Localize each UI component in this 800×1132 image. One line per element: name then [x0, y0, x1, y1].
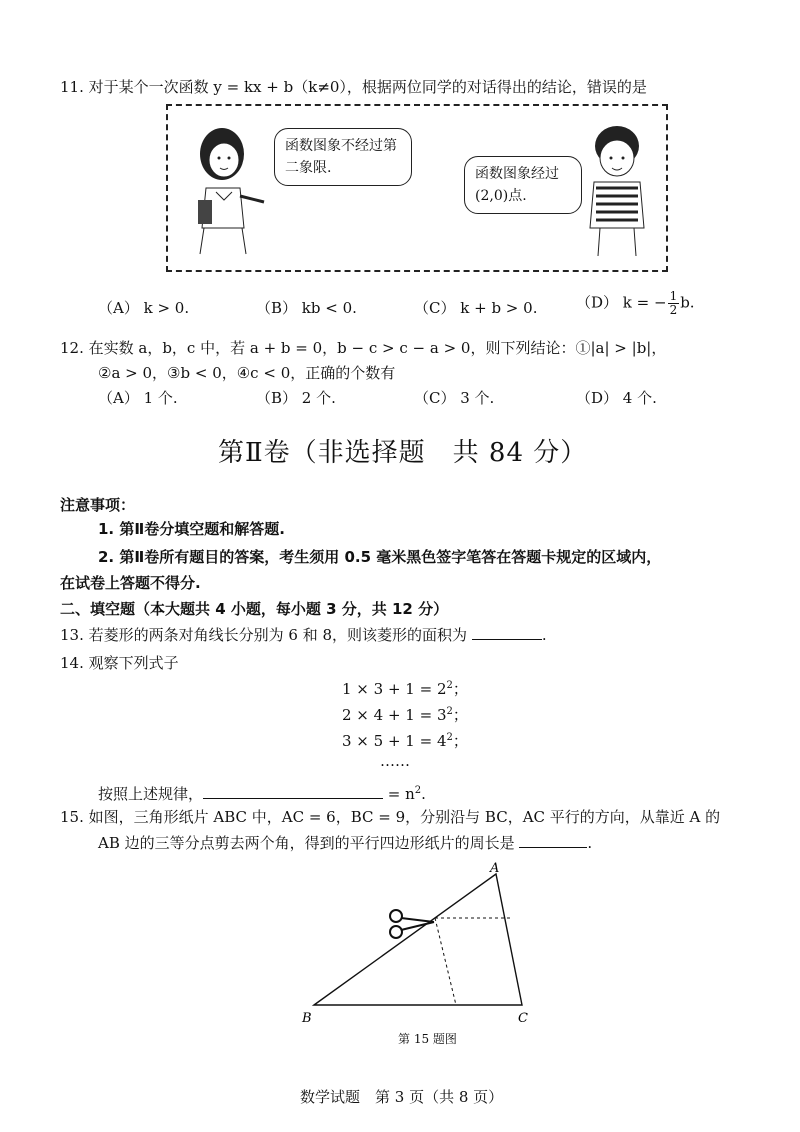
q11-option-c: （C） k + b > 0. [414, 299, 538, 317]
q14-eq1-base: 1 × 3 + 1 = 2 [342, 680, 447, 698]
q14-eq1-exp: 2 [446, 680, 453, 691]
triangle-figure [300, 860, 540, 1030]
triangle-abc [314, 874, 522, 1005]
q11-option-a: （A） k > 0. [98, 299, 190, 317]
q15-line2-text: AB 边的三等分点剪去两个角，得到的平行四边形纸片的周长是 [98, 834, 515, 852]
q14-eq2-end: ； [452, 706, 468, 724]
q12-line1: 12. 在实数 a，b，c 中，若 a + b = 0，b − c > c − a > 0，则下列结论：①|a| > |b|， [60, 339, 667, 357]
q15-line1: 15. 如图，三角形纸片 ABC 中，AC = 6，BC = 9，分别沿与 BC，AC 平行的方向，从靠近 A 的 [60, 808, 721, 826]
frac-denominator: 2 [669, 303, 678, 317]
q12-option-a: （A） 1 个. [98, 389, 178, 407]
q14-eq1 [342, 678, 468, 699]
girl-figure [182, 118, 272, 258]
q14-eq3-exp: 2 [446, 732, 453, 743]
q15-end: . [587, 834, 593, 852]
q12-option-c: （C） 3 个. [414, 389, 495, 407]
q14-eq3 [342, 730, 468, 751]
page-footer: 数学试题 第 3 页（共 8 页） [300, 1088, 504, 1106]
q13 [60, 624, 547, 645]
q14-rule-period: . [421, 785, 426, 803]
q13-text: 13. 若菱形的两条对角线长分别为 6 和 8，则该菱形的面积为 [60, 626, 468, 644]
q11-stem: 11. 对于某个一次函数 y = kx + b（k≠0），根据两位同学的对话得出的结论，错误的是 [60, 78, 647, 96]
label-a: A [490, 861, 500, 876]
q14-rule-end: = n [387, 785, 415, 803]
notes-item-2-cont: 在试卷上答题不得分. [60, 574, 201, 592]
q14-eq2 [342, 704, 468, 725]
dialog-illustration [166, 104, 668, 272]
q12-option-b: （B） 2 个. [256, 389, 336, 407]
q14-eq2-base: 2 × 4 + 1 = 3 [342, 706, 447, 724]
q11-option-b: （B） kb < 0. [256, 299, 357, 317]
section-title: 第Ⅱ卷（非选择题 共 84 分） [218, 438, 588, 468]
part2-heading: 二、填空题（本大题共 4 小题，每小题 3 分，共 12 分） [60, 600, 449, 618]
frac-numerator: 1 [669, 289, 678, 303]
q15-line2 [98, 832, 592, 853]
q14-eq2-exp: 2 [446, 706, 453, 717]
notes-heading: 注意事项： [60, 496, 136, 514]
q14-eq3-base: 3 × 5 + 1 = 4 [342, 732, 447, 750]
q14-rule [98, 783, 426, 804]
q14-eq3-end: ； [452, 732, 468, 750]
q14-eq1-end: ； [452, 680, 468, 698]
notes-item-2: 2. 第Ⅱ卷所有题目的答案，考生须用 0.5 毫米黑色签字笔答在答题卡规定的区域内， [98, 548, 662, 566]
cut-line-parallel-ac [435, 918, 456, 1005]
girl-speech-bubble: 函数图象不经过第二象限. [274, 128, 412, 186]
q14-rule-text: 按照上述规律， [98, 785, 204, 803]
q14-rule-exp: 2 [414, 785, 422, 796]
q12-option-d: （D） 4 个. [576, 389, 657, 407]
q14-dots: …… [380, 752, 410, 770]
boy-speech-bubble: 函数图象经过(2,0)点. [464, 156, 582, 214]
fraction-one-half [668, 290, 680, 317]
q13-end: . [541, 626, 547, 644]
q13-answer-blank[interactable] [472, 625, 542, 640]
q11-option-d [576, 290, 695, 317]
label-c: C [518, 1011, 528, 1026]
q14-text: 14. 观察下列式子 [60, 654, 179, 672]
q11-option-d-tail: b. [680, 293, 695, 312]
figure-caption: 第 15 题图 [398, 1032, 457, 1046]
boy-figure [572, 116, 662, 261]
notes-item-1: 1. 第Ⅱ卷分填空题和解答题. [98, 520, 285, 538]
q12-line2: ②a > 0，③b < 0，④c < 0，正确的个数有 [98, 364, 396, 382]
q11-option-d-text: （D） k = − [576, 293, 667, 312]
label-b: B [302, 1011, 312, 1026]
q15-answer-blank[interactable] [519, 833, 587, 848]
q14-answer-blank[interactable] [203, 784, 383, 799]
